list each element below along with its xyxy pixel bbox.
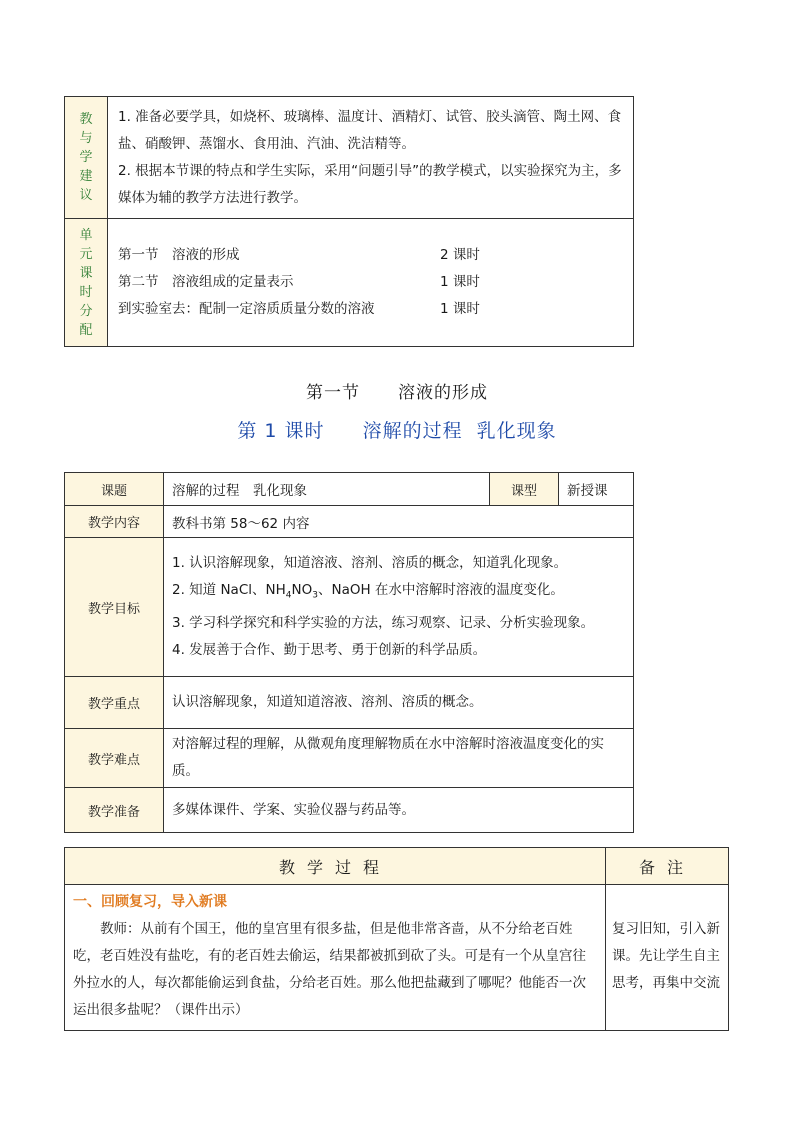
prep-value: 多媒体课件、学案、实验仪器与药品等。: [164, 788, 634, 833]
lesson-heading: [0, 416, 794, 443]
lesson-title-b: 乳化现象: [476, 420, 557, 442]
content-row: [65, 506, 634, 538]
allocation-item: [118, 269, 623, 296]
teaching-process-table: [64, 847, 729, 1031]
process-note-cell: [606, 885, 729, 1031]
difficult-label: 教学难点: [65, 729, 164, 788]
section-1-text: 教师：从前有个国王，他的皇宫里有很多盐，但是他非常吝啬，从不分给老百姓吃，老百姓没有盐吃，有的老百姓去偷运，结果都被抓到砍了头。可是有一个从皇宫往外拉水的人，每次都能偷运到食盐，分给老百姓。那么他把盐藏到了哪呢？他能否一次运出很多盐呢？（课件出示）: [73, 921, 586, 1018]
lesson-info-table: [64, 472, 634, 833]
lesson-number: 第 1 课时: [237, 420, 325, 442]
lesson-title-a: 溶解的过程: [362, 420, 463, 442]
allocation-item-hours: 1 课时: [440, 301, 480, 317]
allocation-item: [118, 296, 623, 323]
key-label: 教学重点: [65, 677, 164, 729]
goals-row: [65, 538, 634, 677]
allocation-item-name: 第一节 溶液的形成: [118, 247, 240, 263]
advice-row: [65, 97, 634, 219]
allocation-item-name: 第二节 溶液组成的定量表示: [118, 274, 294, 290]
difficult-value: 对溶解过程的理解，从微观角度理解物质在水中溶解时溶液温度变化的实质。: [164, 729, 634, 788]
content-value: 教科书第 58～62 内容: [164, 506, 634, 538]
prep-label: 教学准备: [65, 788, 164, 833]
advice-item-2: 2. 根据本节课的特点和学生实际，采用“问题引导”的教学模式，以实验探究为主，多媒体为辅的教学方法进行教学。: [118, 162, 622, 206]
prep-row: [65, 788, 634, 833]
section-number: 第一节: [306, 383, 360, 403]
key-row: [65, 677, 634, 729]
section-1-title: 一、回顾复习，导入新课: [73, 894, 227, 910]
advice-side-label: 教与学建议: [65, 97, 108, 219]
type-value: 新授课: [559, 473, 634, 506]
allocation-content: [108, 219, 634, 347]
allocation-item-name: 到实验室去：配制一定溶质质量分数的溶液: [118, 301, 375, 317]
allocation-item-hours: 2 课时: [440, 247, 480, 263]
topic-label: 课题: [65, 473, 164, 506]
allocation-side-label: 单元课时分配: [65, 219, 108, 347]
unit-overview-table: [64, 96, 634, 347]
allocation-row: [65, 219, 634, 347]
process-header-row: [65, 848, 729, 885]
process-header-note: 备注: [606, 848, 729, 885]
section-title: 溶液的形成: [398, 383, 488, 403]
topic-value: 溶解的过程 乳化现象: [164, 473, 490, 506]
process-main-cell: [65, 885, 606, 1031]
topic-row: [65, 473, 634, 506]
type-label: 课型: [490, 473, 559, 506]
allocation-item-hours: 1 课时: [440, 274, 480, 290]
section-heading: [0, 378, 794, 403]
process-header-main: 教学过程: [65, 848, 606, 885]
goal-item-2: 2. 知道 NaCl、$NH_4NO_3$、NaOH 在水中溶解时溶液的温度变化。: [172, 582, 564, 601]
goal-item-1: 1. 认识溶解现象，知道溶液、溶剂、溶质的概念，知道乳化现象。: [172, 555, 568, 572]
content-label: 教学内容: [65, 506, 164, 538]
allocation-item: [118, 242, 623, 269]
advice-content: [108, 97, 634, 219]
goals-value: [164, 538, 634, 677]
process-row: [65, 885, 729, 1031]
section-1-note: 复习旧知，引入新课。先让学生自主思考，再集中交流: [612, 921, 720, 991]
goals-label: 教学目标: [65, 538, 164, 677]
key-value: 认识溶解现象，知道知道溶液、溶剂、溶质的概念。: [164, 677, 634, 729]
difficult-row: [65, 729, 634, 788]
goal-item-4: 4. 发展善于合作、勤于思考、勇于创新的科学品质。: [172, 641, 487, 658]
goal-item-3: 3. 学习科学探究和科学实验的方法，练习观察、记录、分析实验现象。: [172, 614, 595, 631]
advice-item-1: 1. 准备必要学具，如烧杯、玻璃棒、温度计、酒精灯、试管、胶头滴管、陶土网、食盐、硝酸钾、蒸馏水、食用油、汽油、洗洁精等。: [118, 108, 622, 152]
